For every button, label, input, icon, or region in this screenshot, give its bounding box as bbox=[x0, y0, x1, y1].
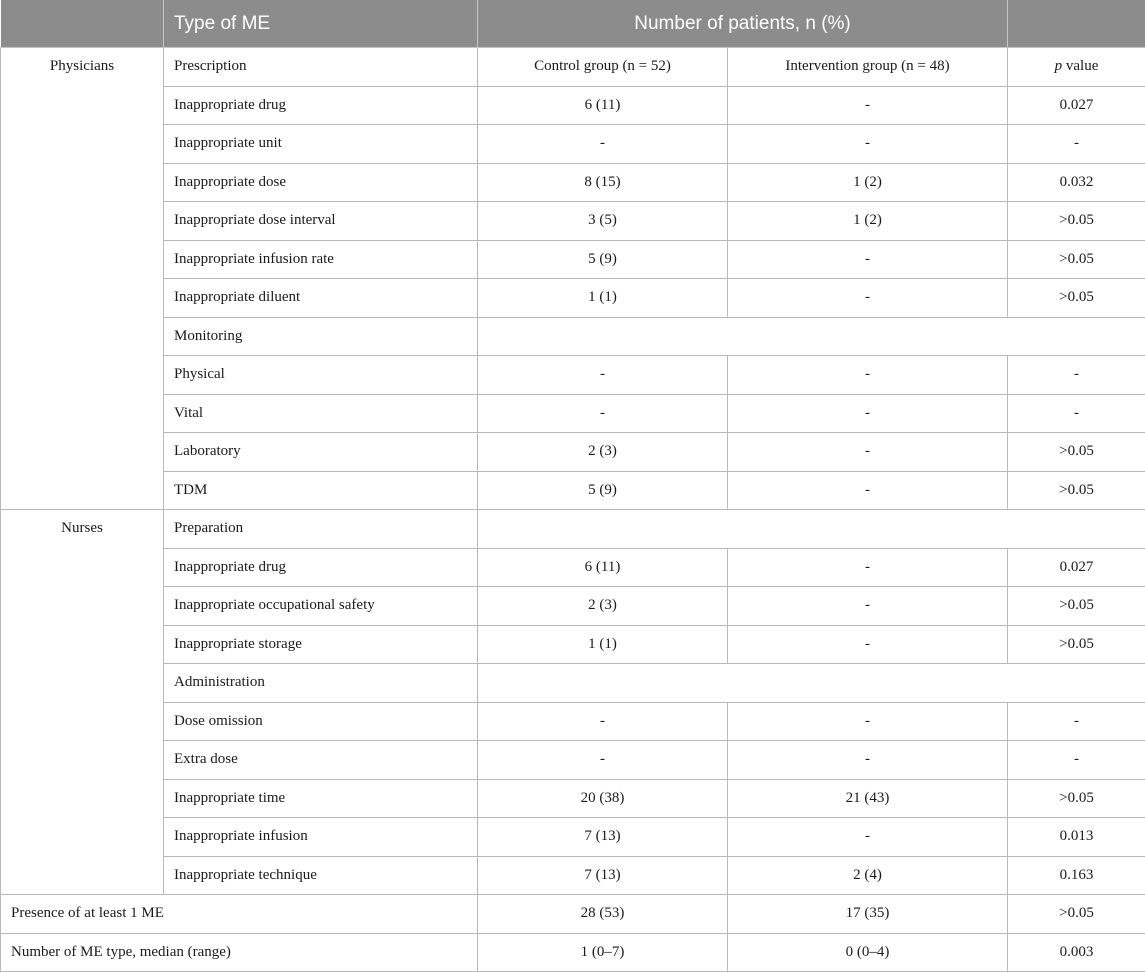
table-row bbox=[1, 279, 1145, 318]
control-group-cell: 3 (5) bbox=[478, 202, 728, 241]
me-type-cell: Inappropriate drug bbox=[164, 548, 478, 587]
p-value-cell: >0.05 bbox=[1008, 202, 1145, 241]
intervention-group-cell: 2 (4) bbox=[728, 856, 1008, 895]
empty-span-cell bbox=[478, 317, 1145, 356]
control-group-cell: Control group (n = 52) bbox=[478, 48, 728, 87]
p-value-cell: - bbox=[1008, 125, 1145, 164]
control-group-cell: 20 (38) bbox=[478, 779, 728, 818]
me-type-cell: Inappropriate occupational safety bbox=[164, 587, 478, 626]
me-type-cell: Inappropriate unit bbox=[164, 125, 478, 164]
table-row bbox=[1, 86, 1145, 125]
p-value-cell: >0.05 bbox=[1008, 471, 1145, 510]
me-type-cell: Inappropriate time bbox=[164, 779, 478, 818]
p-value-cell: 0.027 bbox=[1008, 86, 1145, 125]
intervention-group-cell: - bbox=[728, 587, 1008, 626]
intervention-group-cell: 0 (0–4) bbox=[728, 933, 1008, 972]
p-value-cell: >0.05 bbox=[1008, 779, 1145, 818]
intervention-group-cell: - bbox=[728, 125, 1008, 164]
table-row bbox=[1, 163, 1145, 202]
table-row bbox=[1, 625, 1145, 664]
control-group-cell: 5 (9) bbox=[478, 240, 728, 279]
intervention-group-cell: - bbox=[728, 548, 1008, 587]
p-value-label: value bbox=[1065, 58, 1099, 75]
me-type-cell: Preparation bbox=[164, 510, 478, 549]
p-value-cell: - bbox=[1008, 741, 1145, 780]
table-row bbox=[1, 48, 1145, 87]
summary-label-cell: Number of ME type, median (range) bbox=[1, 933, 478, 972]
control-group-cell: 7 (13) bbox=[478, 856, 728, 895]
empty-span-cell bbox=[478, 510, 1145, 549]
p-value-cell: >0.05 bbox=[1008, 625, 1145, 664]
intervention-group-cell: - bbox=[728, 433, 1008, 472]
table-row bbox=[1, 856, 1145, 895]
p-value-cell: 0.032 bbox=[1008, 163, 1145, 202]
me-type-cell: Laboratory bbox=[164, 433, 478, 472]
me-type-cell: Extra dose bbox=[164, 741, 478, 780]
header-blank-cell bbox=[1, 0, 164, 48]
control-group-cell: - bbox=[478, 702, 728, 741]
table-row bbox=[1, 510, 1145, 549]
table-row bbox=[1, 664, 1145, 703]
p-value-header-cell bbox=[1008, 48, 1145, 87]
intervention-group-cell: - bbox=[728, 741, 1008, 780]
control-group-cell: - bbox=[478, 741, 728, 780]
p-value-cell: - bbox=[1008, 356, 1145, 395]
me-type-cell: TDM bbox=[164, 471, 478, 510]
intervention-group-cell: - bbox=[728, 240, 1008, 279]
me-type-cell: Inappropriate dose interval bbox=[164, 202, 478, 241]
table-header-row bbox=[1, 0, 1145, 48]
control-group-cell: 1 (0–7) bbox=[478, 933, 728, 972]
p-value-cell: >0.05 bbox=[1008, 587, 1145, 626]
p-value-cell: 0.013 bbox=[1008, 818, 1145, 857]
table-row bbox=[1, 356, 1145, 395]
p-value-cell: 0.163 bbox=[1008, 856, 1145, 895]
control-group-cell: 6 (11) bbox=[478, 86, 728, 125]
control-group-cell: 1 (1) bbox=[478, 279, 728, 318]
header-blank-cell-end bbox=[1008, 0, 1145, 48]
nurses-category-label: Nurses bbox=[1, 510, 164, 895]
me-type-cell: Monitoring bbox=[164, 317, 478, 356]
p-value-cell: 0.003 bbox=[1008, 933, 1145, 972]
control-group-cell: 28 (53) bbox=[478, 895, 728, 934]
table-row bbox=[1, 202, 1145, 241]
p-value-cell: >0.05 bbox=[1008, 240, 1145, 279]
intervention-group-cell: 21 (43) bbox=[728, 779, 1008, 818]
summary-row bbox=[1, 895, 1145, 934]
p-value-cell: 0.027 bbox=[1008, 548, 1145, 587]
me-type-cell: Inappropriate dose bbox=[164, 163, 478, 202]
control-group-cell: 7 (13) bbox=[478, 818, 728, 857]
table-row bbox=[1, 779, 1145, 818]
me-type-cell: Inappropriate diluent bbox=[164, 279, 478, 318]
table-row bbox=[1, 471, 1145, 510]
p-symbol: p bbox=[1054, 58, 1063, 75]
intervention-group-cell: - bbox=[728, 86, 1008, 125]
control-group-cell: 6 (11) bbox=[478, 548, 728, 587]
me-type-cell: Dose omission bbox=[164, 702, 478, 741]
me-type-cell: Administration bbox=[164, 664, 478, 703]
intervention-group-cell: - bbox=[728, 356, 1008, 395]
intervention-group-cell: - bbox=[728, 702, 1008, 741]
header-number-of-patients: Number of patients, n (%) bbox=[478, 0, 1008, 48]
me-type-cell: Inappropriate drug bbox=[164, 86, 478, 125]
me-type-cell: Inappropriate technique bbox=[164, 856, 478, 895]
p-value-cell: >0.05 bbox=[1008, 895, 1145, 934]
control-group-cell: 5 (9) bbox=[478, 471, 728, 510]
empty-span-cell bbox=[478, 664, 1145, 703]
me-type-cell: Inappropriate infusion bbox=[164, 818, 478, 857]
physicians-category-label: Physicians bbox=[1, 48, 164, 510]
table-row bbox=[1, 394, 1145, 433]
table-row bbox=[1, 125, 1145, 164]
header-type-of-me: Type of ME bbox=[164, 0, 478, 48]
intervention-group-cell: 1 (2) bbox=[728, 163, 1008, 202]
intervention-group-cell: 1 (2) bbox=[728, 202, 1008, 241]
table-body bbox=[1, 48, 1145, 972]
intervention-group-cell: - bbox=[728, 471, 1008, 510]
control-group-cell: - bbox=[478, 125, 728, 164]
intervention-group-cell: Intervention group (n = 48) bbox=[728, 48, 1008, 87]
table-row bbox=[1, 741, 1145, 780]
control-group-cell: 2 (3) bbox=[478, 587, 728, 626]
table-row bbox=[1, 240, 1145, 279]
table-row bbox=[1, 548, 1145, 587]
intervention-group-cell: - bbox=[728, 818, 1008, 857]
control-group-cell: 2 (3) bbox=[478, 433, 728, 472]
p-value-cell: >0.05 bbox=[1008, 279, 1145, 318]
table-row bbox=[1, 433, 1145, 472]
table-row bbox=[1, 702, 1145, 741]
p-value-cell: >0.05 bbox=[1008, 433, 1145, 472]
me-type-cell: Inappropriate storage bbox=[164, 625, 478, 664]
me-type-cell: Prescription bbox=[164, 48, 478, 87]
table-row bbox=[1, 587, 1145, 626]
me-type-cell: Vital bbox=[164, 394, 478, 433]
p-value-cell: - bbox=[1008, 702, 1145, 741]
intervention-group-cell: 17 (35) bbox=[728, 895, 1008, 934]
summary-row bbox=[1, 933, 1145, 972]
control-group-cell: 8 (15) bbox=[478, 163, 728, 202]
me-type-cell: Physical bbox=[164, 356, 478, 395]
me-type-cell: Inappropriate infusion rate bbox=[164, 240, 478, 279]
control-group-cell: 1 (1) bbox=[478, 625, 728, 664]
table-row bbox=[1, 818, 1145, 857]
p-value-cell: - bbox=[1008, 394, 1145, 433]
intervention-group-cell: - bbox=[728, 279, 1008, 318]
intervention-group-cell: - bbox=[728, 394, 1008, 433]
control-group-cell: - bbox=[478, 394, 728, 433]
table-row bbox=[1, 317, 1145, 356]
control-group-cell: - bbox=[478, 356, 728, 395]
summary-label-cell: Presence of at least 1 ME bbox=[1, 895, 478, 934]
intervention-group-cell: - bbox=[728, 625, 1008, 664]
